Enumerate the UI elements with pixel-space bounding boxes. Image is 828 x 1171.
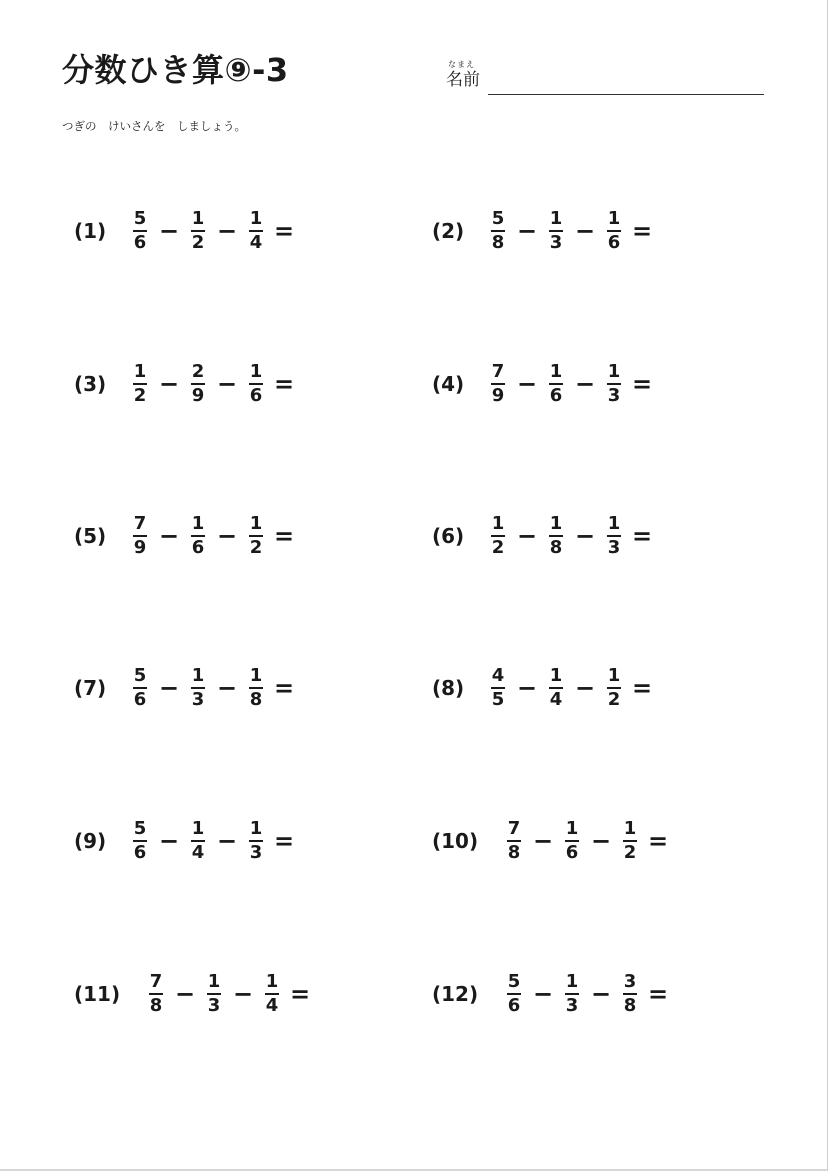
fraction bbox=[490, 666, 506, 710]
fraction bbox=[206, 972, 222, 1016]
minus-sign: − bbox=[216, 827, 238, 855]
numerator: 1 bbox=[191, 665, 205, 686]
denominator: 4 bbox=[249, 232, 263, 253]
equals-sign: = bbox=[632, 522, 653, 550]
denominator: 6 bbox=[607, 232, 621, 253]
denominator: 6 bbox=[133, 689, 147, 710]
numerator: 1 bbox=[249, 818, 263, 839]
name-label: 名前 bbox=[446, 70, 480, 90]
fraction bbox=[132, 514, 148, 558]
fraction bbox=[132, 209, 148, 253]
minus-sign: − bbox=[516, 674, 538, 702]
worksheet-title: 分数ひき算⑨-3 bbox=[62, 51, 289, 89]
numerator: 1 bbox=[191, 208, 205, 229]
equals-sign: = bbox=[274, 827, 295, 855]
minus-sign: − bbox=[232, 980, 254, 1008]
denominator: 6 bbox=[191, 537, 205, 558]
numerator: 1 bbox=[623, 818, 637, 839]
denominator: 3 bbox=[191, 689, 205, 710]
name-ruby: なまえ bbox=[448, 60, 475, 69]
denominator: 3 bbox=[549, 232, 563, 253]
problem-5 bbox=[74, 511, 294, 561]
denominator: 3 bbox=[607, 537, 621, 558]
minus-sign: − bbox=[574, 370, 596, 398]
numerator: 1 bbox=[249, 208, 263, 229]
denominator: 9 bbox=[491, 385, 505, 406]
fraction bbox=[132, 666, 148, 710]
denominator: 6 bbox=[507, 995, 521, 1016]
denominator: 6 bbox=[249, 385, 263, 406]
problem-4 bbox=[432, 359, 652, 409]
problem-expression bbox=[506, 972, 668, 1016]
fraction bbox=[490, 514, 506, 558]
equals-sign: = bbox=[290, 980, 311, 1008]
numerator: 1 bbox=[207, 971, 221, 992]
equals-sign: = bbox=[632, 217, 653, 245]
problem-number: (2) bbox=[432, 219, 465, 243]
numerator: 1 bbox=[607, 361, 621, 382]
equals-sign: = bbox=[274, 674, 295, 702]
problem-expression bbox=[132, 514, 294, 558]
equals-sign: = bbox=[632, 370, 653, 398]
problem-number: (3) bbox=[74, 372, 107, 396]
fraction bbox=[264, 972, 280, 1016]
numerator: 5 bbox=[133, 665, 147, 686]
denominator: 5 bbox=[491, 689, 505, 710]
numerator: 2 bbox=[191, 361, 205, 382]
fraction bbox=[190, 666, 206, 710]
fraction bbox=[506, 819, 522, 863]
fraction bbox=[248, 209, 264, 253]
minus-sign: − bbox=[590, 980, 612, 1008]
problem-7 bbox=[74, 663, 294, 713]
numerator: 1 bbox=[191, 513, 205, 534]
problem-12 bbox=[432, 969, 668, 1019]
problem-expression bbox=[132, 362, 294, 406]
denominator: 2 bbox=[191, 232, 205, 253]
minus-sign: − bbox=[174, 980, 196, 1008]
problem-expression bbox=[132, 209, 294, 253]
problem-11 bbox=[74, 969, 310, 1019]
denominator: 8 bbox=[507, 842, 521, 863]
problem-expression bbox=[506, 819, 668, 863]
problem-expression bbox=[148, 972, 310, 1016]
fraction bbox=[132, 819, 148, 863]
denominator: 8 bbox=[491, 232, 505, 253]
problem-expression bbox=[490, 362, 652, 406]
problem-1 bbox=[74, 206, 294, 256]
denominator: 6 bbox=[133, 842, 147, 863]
minus-sign: − bbox=[158, 827, 180, 855]
minus-sign: − bbox=[216, 217, 238, 245]
minus-sign: − bbox=[516, 370, 538, 398]
denominator: 2 bbox=[607, 689, 621, 710]
problem-2 bbox=[432, 206, 652, 256]
denominator: 3 bbox=[565, 995, 579, 1016]
numerator: 1 bbox=[191, 818, 205, 839]
minus-sign: − bbox=[158, 522, 180, 550]
denominator: 4 bbox=[191, 842, 205, 863]
numerator: 4 bbox=[491, 665, 505, 686]
denominator: 8 bbox=[149, 995, 163, 1016]
numerator: 7 bbox=[149, 971, 163, 992]
minus-sign: − bbox=[574, 674, 596, 702]
numerator: 3 bbox=[623, 971, 637, 992]
problem-number: (6) bbox=[432, 524, 465, 548]
problem-9 bbox=[74, 816, 294, 866]
fraction bbox=[190, 819, 206, 863]
problem-number: (10) bbox=[432, 829, 479, 853]
denominator: 8 bbox=[623, 995, 637, 1016]
problem-10 bbox=[432, 816, 668, 866]
numerator: 7 bbox=[491, 361, 505, 382]
fraction bbox=[548, 514, 564, 558]
fraction bbox=[606, 514, 622, 558]
problem-expression bbox=[490, 209, 652, 253]
numerator: 7 bbox=[507, 818, 521, 839]
equals-sign: = bbox=[632, 674, 653, 702]
fraction bbox=[248, 666, 264, 710]
problem-number: (5) bbox=[74, 524, 107, 548]
numerator: 7 bbox=[133, 513, 147, 534]
numerator: 1 bbox=[249, 513, 263, 534]
fraction bbox=[190, 209, 206, 253]
denominator: 3 bbox=[607, 385, 621, 406]
minus-sign: − bbox=[532, 827, 554, 855]
minus-sign: − bbox=[158, 370, 180, 398]
denominator: 6 bbox=[549, 385, 563, 406]
minus-sign: − bbox=[516, 522, 538, 550]
instruction-text: つぎの けいさんを しましょう。 bbox=[62, 119, 246, 133]
numerator: 1 bbox=[549, 361, 563, 382]
numerator: 1 bbox=[249, 665, 263, 686]
minus-sign: − bbox=[574, 522, 596, 550]
numerator: 1 bbox=[549, 665, 563, 686]
minus-sign: − bbox=[574, 217, 596, 245]
denominator: 2 bbox=[491, 537, 505, 558]
fraction bbox=[506, 972, 522, 1016]
fraction bbox=[548, 362, 564, 406]
fraction bbox=[606, 209, 622, 253]
fraction bbox=[622, 972, 638, 1016]
fraction bbox=[564, 972, 580, 1016]
equals-sign: = bbox=[274, 370, 295, 398]
minus-sign: − bbox=[590, 827, 612, 855]
minus-sign: − bbox=[216, 370, 238, 398]
denominator: 6 bbox=[565, 842, 579, 863]
fraction bbox=[606, 666, 622, 710]
fraction bbox=[606, 362, 622, 406]
minus-sign: − bbox=[532, 980, 554, 1008]
denominator: 6 bbox=[133, 232, 147, 253]
denominator: 9 bbox=[133, 537, 147, 558]
fraction bbox=[548, 666, 564, 710]
problem-expression bbox=[490, 666, 652, 710]
problem-number: (12) bbox=[432, 982, 479, 1006]
fraction bbox=[622, 819, 638, 863]
equals-sign: = bbox=[274, 217, 295, 245]
numerator: 1 bbox=[549, 208, 563, 229]
numerator: 1 bbox=[607, 665, 621, 686]
numerator: 1 bbox=[133, 361, 147, 382]
fraction bbox=[490, 362, 506, 406]
denominator: 3 bbox=[207, 995, 221, 1016]
denominator: 2 bbox=[623, 842, 637, 863]
problem-number: (7) bbox=[74, 676, 107, 700]
problem-number: (8) bbox=[432, 676, 465, 700]
fraction bbox=[248, 362, 264, 406]
numerator: 1 bbox=[565, 971, 579, 992]
numerator: 5 bbox=[133, 208, 147, 229]
minus-sign: − bbox=[216, 522, 238, 550]
problem-number: (11) bbox=[74, 982, 121, 1006]
fraction bbox=[148, 972, 164, 1016]
denominator: 4 bbox=[549, 689, 563, 710]
denominator: 8 bbox=[249, 689, 263, 710]
problem-8 bbox=[432, 663, 652, 713]
problem-3 bbox=[74, 359, 294, 409]
fraction bbox=[548, 209, 564, 253]
denominator: 2 bbox=[249, 537, 263, 558]
equals-sign: = bbox=[274, 522, 295, 550]
problem-6 bbox=[432, 511, 652, 561]
numerator: 1 bbox=[265, 971, 279, 992]
denominator: 2 bbox=[133, 385, 147, 406]
fraction bbox=[248, 819, 264, 863]
fraction bbox=[190, 514, 206, 558]
problem-number: (9) bbox=[74, 829, 107, 853]
fraction bbox=[190, 362, 206, 406]
minus-sign: − bbox=[158, 217, 180, 245]
fraction bbox=[490, 209, 506, 253]
denominator: 8 bbox=[549, 537, 563, 558]
minus-sign: − bbox=[216, 674, 238, 702]
equals-sign: = bbox=[648, 980, 669, 1008]
denominator: 4 bbox=[265, 995, 279, 1016]
problem-expression bbox=[132, 819, 294, 863]
fraction bbox=[564, 819, 580, 863]
equals-sign: = bbox=[648, 827, 669, 855]
numerator: 1 bbox=[607, 208, 621, 229]
numerator: 5 bbox=[133, 818, 147, 839]
problem-expression bbox=[490, 514, 652, 558]
numerator: 5 bbox=[507, 971, 521, 992]
numerator: 1 bbox=[565, 818, 579, 839]
minus-sign: − bbox=[516, 217, 538, 245]
numerator: 5 bbox=[491, 208, 505, 229]
problem-expression bbox=[132, 666, 294, 710]
fraction bbox=[132, 362, 148, 406]
denominator: 9 bbox=[191, 385, 205, 406]
denominator: 3 bbox=[249, 842, 263, 863]
numerator: 1 bbox=[549, 513, 563, 534]
numerator: 1 bbox=[491, 513, 505, 534]
numerator: 1 bbox=[249, 361, 263, 382]
name-write-line[interactable] bbox=[488, 94, 764, 95]
fraction bbox=[248, 514, 264, 558]
numerator: 1 bbox=[607, 513, 621, 534]
problem-number: (1) bbox=[74, 219, 107, 243]
minus-sign: − bbox=[158, 674, 180, 702]
problem-number: (4) bbox=[432, 372, 465, 396]
